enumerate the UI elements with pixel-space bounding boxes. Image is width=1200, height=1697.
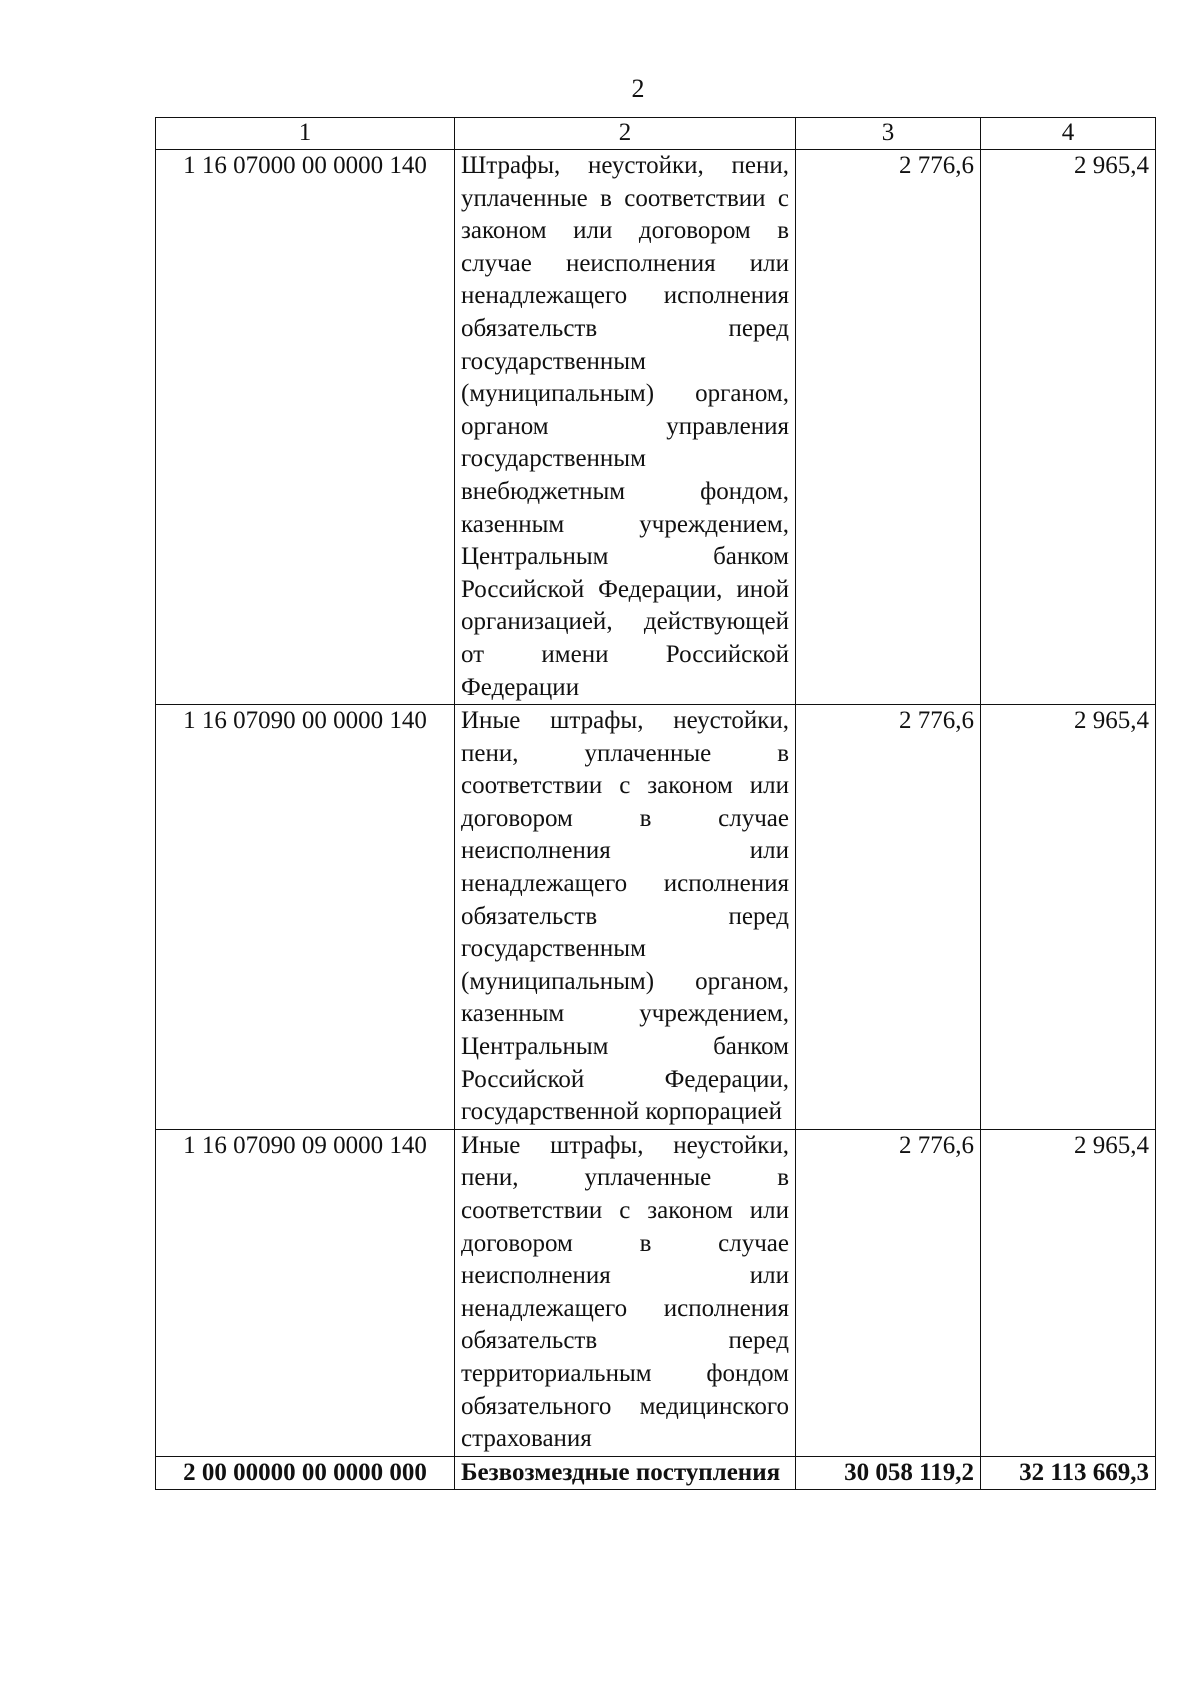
budget-revenue-table: [155, 117, 1156, 1490]
amount-column-3: 30 058 119,2: [796, 1456, 981, 1490]
revenue-code: 2 00 00000 00 0000 000: [156, 1456, 455, 1490]
revenue-code: 1 16 07000 00 0000 140: [156, 150, 455, 705]
column-header-3: 3: [796, 118, 981, 150]
amount-column-3: 2 776,6: [796, 150, 981, 705]
revenue-description: Иные штрафы, неустойки, пени, уплаченные в соответствии с законом или договором в случае неисполнения или ненадлежащего исполнения обязательств перед государственным (муниципальным) органом, казенным учреждением, Центральным банком Российской Федерации, государственной корпорацией: [455, 705, 796, 1130]
revenue-code: 1 16 07090 00 0000 140: [156, 705, 455, 1130]
revenue-description: Иные штрафы, неустойки, пени, уплаченные в соответствии с законом или договором в случае неисполнения или ненадлежащего исполнения обязательств перед территориальным фондом обязательного медицинского страхования: [455, 1129, 796, 1456]
revenue-description: Безвозмездные поступления: [455, 1456, 796, 1490]
amount-column-3: 2 776,6: [796, 1129, 981, 1456]
revenue-description: Штрафы, неустойки, пени, уплаченные в соответствии с законом или договором в случае неисполнения или ненадлежащего исполнения обязательств перед государственным (муниципальным) органом, органом управления государственным внебюджетным фондом, казенным учреждением, Центральным банком Российской Федерации, иной организацией, действующей от имени Российской Федерации: [455, 150, 796, 705]
amount-column-4: 2 965,4: [981, 150, 1156, 705]
column-header-4: 4: [981, 118, 1156, 150]
table-row: [156, 1129, 1156, 1456]
revenue-code: 1 16 07090 09 0000 140: [156, 1129, 455, 1456]
table-row: [156, 705, 1156, 1130]
amount-column-4: 32 113 669,3: [981, 1456, 1156, 1490]
column-header-1: 1: [156, 118, 455, 150]
amount-column-4: 2 965,4: [981, 1129, 1156, 1456]
amount-column-4: 2 965,4: [981, 705, 1156, 1130]
table-row: [156, 150, 1156, 705]
column-header-2: 2: [455, 118, 796, 150]
page-number: 2: [631, 74, 645, 103]
table-header-row: [156, 118, 1156, 150]
table-row-total: [156, 1456, 1156, 1490]
amount-column-3: 2 776,6: [796, 705, 981, 1130]
